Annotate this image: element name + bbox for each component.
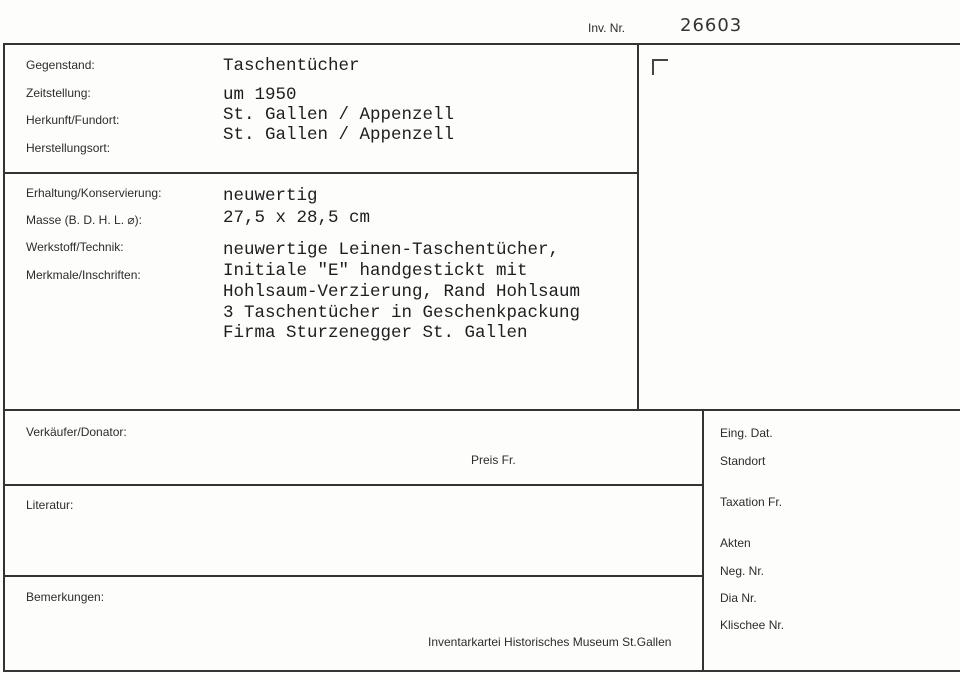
label-herkunft: Herkunft/Fundort: [26,113,120,127]
left-rule [3,43,5,672]
label-preis: Preis Fr. [471,453,516,467]
description-line: neuwertige Leinen-Taschentücher, [223,240,560,260]
top-rule [3,43,960,45]
label-zeitstellung: Zeitstellung: [26,86,91,100]
section-rule-3 [3,484,703,486]
label-neg-nr: Neg. Nr. [720,564,765,578]
label-literatur: Literatur: [26,498,74,512]
label-eing-dat: Eing. Dat. [720,426,773,440]
description-line: 3 Taschentücher in Geschenkpackung [223,303,581,323]
label-klischee-nr: Klischee Nr. [720,618,785,632]
value-erhaltung: neuwertig [223,186,318,206]
card-footer: Inventarkartei Historisches Museum St.Gallen [428,635,672,649]
value-herstellungsort: St. Gallen / Appenzell [223,125,455,145]
admin-divider [702,409,704,672]
label-herstellungsort: Herstellungsort: [26,141,111,155]
label-standort: Standort [720,454,766,468]
label-dia-nr: Dia Nr. [720,591,757,605]
section-rule-4 [3,575,703,577]
label-gegenstand: Gegenstand: [26,58,95,72]
label-akten: Akten [720,536,751,550]
section-rule-2 [3,409,960,411]
inv-nr-label: Inv. Nr. [588,21,626,35]
label-masse: Masse (B. D. H. L. ⌀): [26,213,142,227]
photo-divider [637,43,639,410]
label-taxation: Taxation Fr. [720,495,783,509]
label-werkstoff: Werkstoff/Technik: [26,240,124,254]
value-masse: 27,5 x 28,5 cm [223,208,371,228]
section-rule-1 [3,172,638,174]
label-merkmale: Merkmale/Inschriften: [26,268,141,282]
label-erhaltung: Erhaltung/Konservierung: [26,186,162,200]
bottom-rule [3,670,960,672]
photo-corner-mark [652,59,668,75]
value-herkunft: St. Gallen / Appenzell [223,105,455,125]
value-gegenstand: Taschentücher [223,56,360,76]
label-bemerkungen: Bemerkungen: [26,590,105,604]
label-verkaeufer: Verkäufer/Donator: [26,425,127,439]
description-line: Initiale "E" handgestickt mit [223,261,528,281]
inv-nr-value: 26603 [680,15,743,36]
description-line: Firma Sturzenegger St. Gallen [223,323,528,343]
description-line: Hohlsaum-Verzierung, Rand Hohlsaum [223,282,581,302]
value-zeitstellung: um 1950 [223,85,297,105]
